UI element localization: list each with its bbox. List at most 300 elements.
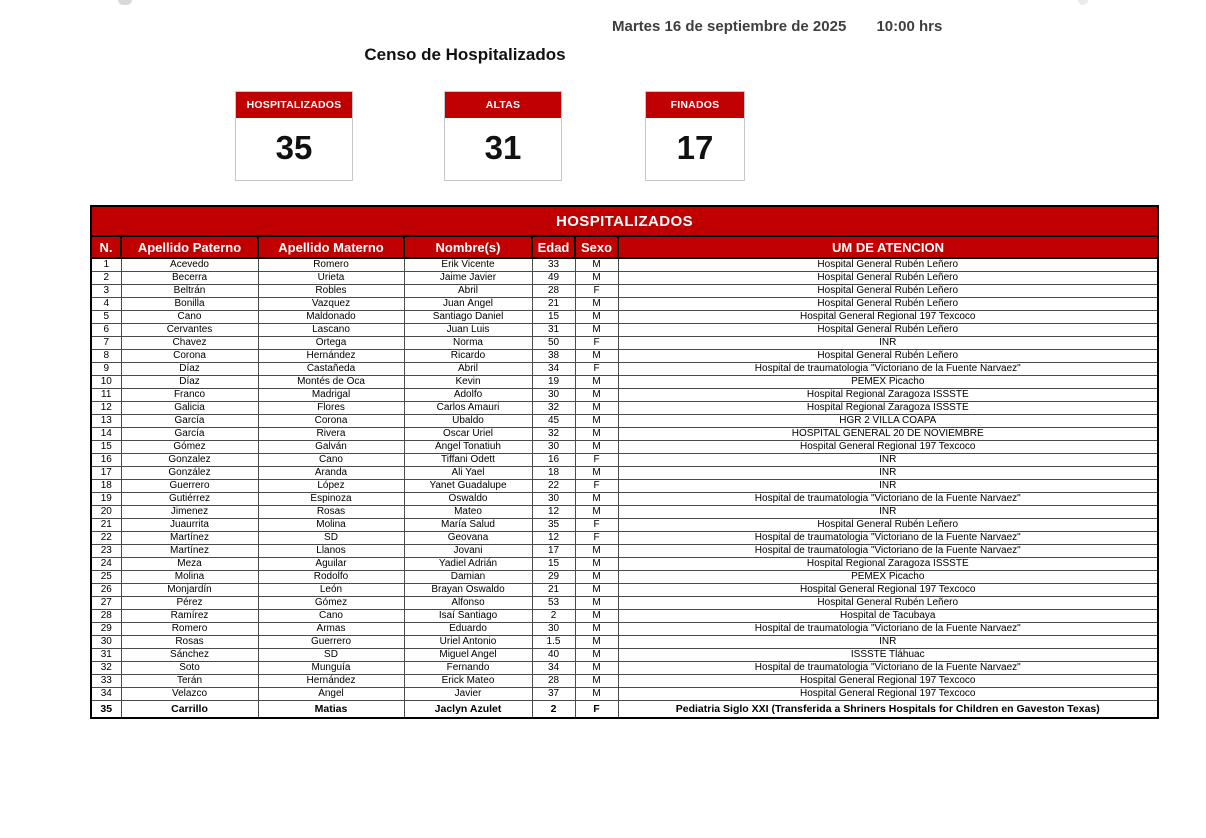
table-row: [91, 675, 1158, 688]
table-row: [91, 701, 1158, 718]
cell-apellido-paterno: Jimenez: [121, 506, 258, 519]
cell-apellido-paterno: Martínez: [121, 545, 258, 558]
cell-apellido-materno: López: [258, 480, 404, 493]
cell-sexo: M: [575, 610, 618, 623]
cell-sexo: M: [575, 584, 618, 597]
cell-edad: 50: [532, 337, 575, 350]
table-row: [91, 636, 1158, 649]
cell-sexo: M: [575, 467, 618, 480]
cell-um-de-atencion: INR: [618, 506, 1158, 519]
cell-apellido-paterno: Ramírez: [121, 610, 258, 623]
cell-nombre: Erick Mateo: [404, 675, 532, 688]
cell-edad: 32: [532, 428, 575, 441]
cell-nombre: Alfonso: [404, 597, 532, 610]
table-row: [91, 584, 1158, 597]
cell-apellido-materno: Galván: [258, 441, 404, 454]
table-row: [91, 506, 1158, 519]
cell-apellido-materno: Montés de Oca: [258, 376, 404, 389]
cell-edad: 2: [532, 610, 575, 623]
cell-apellido-paterno: Corona: [121, 350, 258, 363]
cell-sexo: F: [575, 285, 618, 298]
cell-apellido-paterno: Gonzalez: [121, 454, 258, 467]
cell-apellido-paterno: Meza: [121, 558, 258, 571]
card-hospitalizados-value: 35: [236, 118, 352, 180]
cell-n: 25: [91, 571, 121, 584]
cell-edad: 32: [532, 402, 575, 415]
cell-nombre: Javier: [404, 688, 532, 701]
cell-apellido-materno: Rosas: [258, 506, 404, 519]
cell-n: 22: [91, 532, 121, 545]
cell-sexo: M: [575, 258, 618, 272]
cell-apellido-materno: Guerrero: [258, 636, 404, 649]
census-table: [90, 205, 1159, 719]
cell-edad: 2: [532, 701, 575, 718]
table-row: [91, 467, 1158, 480]
cell-n: 8: [91, 350, 121, 363]
cell-nombre: Isaí Santiago: [404, 610, 532, 623]
cell-n: 16: [91, 454, 121, 467]
cell-um-de-atencion: Hospital General Regional 197 Texcoco: [618, 675, 1158, 688]
cell-apellido-paterno: Romero: [121, 623, 258, 636]
cell-apellido-paterno: Díaz: [121, 363, 258, 376]
cell-sexo: M: [575, 376, 618, 389]
cell-edad: 34: [532, 363, 575, 376]
cell-n: 24: [91, 558, 121, 571]
cell-apellido-materno: Robles: [258, 285, 404, 298]
table-row: [91, 623, 1158, 636]
cell-um-de-atencion: ISSSTE Tláhuac: [618, 649, 1158, 662]
cell-apellido-paterno: Díaz: [121, 376, 258, 389]
cell-apellido-materno: Cano: [258, 610, 404, 623]
cell-apellido-paterno: Gómez: [121, 441, 258, 454]
cell-nombre: Santiago Daniel: [404, 311, 532, 324]
cell-apellido-materno: Romero: [258, 258, 404, 272]
cell-apellido-materno: Aguilar: [258, 558, 404, 571]
cell-um-de-atencion: Hospital de traumatologia "Victoriano de la Fuente Narvaez": [618, 363, 1158, 376]
cell-um-de-atencion: Hospital de traumatologia "Victoriano de la Fuente Narvaez": [618, 662, 1158, 675]
cell-apellido-paterno: Pérez: [121, 597, 258, 610]
cell-edad: 38: [532, 350, 575, 363]
card-finados-value: 17: [646, 118, 744, 180]
cell-apellido-materno: Urieta: [258, 272, 404, 285]
cell-nombre: Oscar Uriel: [404, 428, 532, 441]
cell-nombre: Damian: [404, 571, 532, 584]
cell-nombre: Jaclyn Azulet: [404, 701, 532, 718]
cell-n: 15: [91, 441, 121, 454]
cell-apellido-materno: Espinoza: [258, 493, 404, 506]
cell-apellido-materno: Aranda: [258, 467, 404, 480]
cell-edad: 33: [532, 258, 575, 272]
table-title: HOSPITALIZADOS: [91, 206, 1158, 236]
table-row: [91, 389, 1158, 402]
cell-nombre: Carlos Amauri: [404, 402, 532, 415]
cell-um-de-atencion: HOSPITAL GENERAL 20 DE NOVIEMBRE: [618, 428, 1158, 441]
cell-edad: 15: [532, 558, 575, 571]
col-header-n: N.: [91, 236, 121, 258]
cell-sexo: M: [575, 415, 618, 428]
cell-sexo: F: [575, 532, 618, 545]
cell-um-de-atencion: INR: [618, 337, 1158, 350]
cell-nombre: Ángel Tonatiuh: [404, 441, 532, 454]
cell-sexo: F: [575, 519, 618, 532]
cell-sexo: M: [575, 402, 618, 415]
cell-sexo: M: [575, 662, 618, 675]
cell-edad: 12: [532, 532, 575, 545]
cell-nombre: Brayan Oswaldo: [404, 584, 532, 597]
cell-nombre: Uriel Antonio: [404, 636, 532, 649]
table-row: [91, 258, 1158, 272]
col-header-apellido-paterno: Apellido Paterno: [121, 236, 258, 258]
table-row: [91, 363, 1158, 376]
cell-apellido-paterno: Molina: [121, 571, 258, 584]
cell-edad: 21: [532, 298, 575, 311]
cell-n: 18: [91, 480, 121, 493]
date-text: Martes 16 de septiembre de 2025: [612, 18, 847, 35]
col-header-edad: Edad: [532, 236, 575, 258]
cell-sexo: M: [575, 506, 618, 519]
cell-um-de-atencion: Hospital General Rubén Leñero: [618, 350, 1158, 363]
cell-apellido-paterno: Cano: [121, 311, 258, 324]
cell-n: 10: [91, 376, 121, 389]
cell-apellido-materno: SD: [258, 649, 404, 662]
table-row: [91, 311, 1158, 324]
cell-edad: 30: [532, 623, 575, 636]
table-row: [91, 597, 1158, 610]
cell-nombre: Kevin: [404, 376, 532, 389]
cell-nombre: Ubaldo: [404, 415, 532, 428]
cell-n: 4: [91, 298, 121, 311]
cell-n: 23: [91, 545, 121, 558]
cell-apellido-materno: Cano: [258, 454, 404, 467]
cell-nombre: Miguel Angel: [404, 649, 532, 662]
cell-apellido-materno: Rivera: [258, 428, 404, 441]
cell-apellido-paterno: Becerra: [121, 272, 258, 285]
cell-apellido-paterno: Rosas: [121, 636, 258, 649]
table-row: [91, 285, 1158, 298]
cell-n: 20: [91, 506, 121, 519]
cell-um-de-atencion: PEMEX Picacho: [618, 571, 1158, 584]
cell-sexo: M: [575, 441, 618, 454]
cell-edad: 1.5: [532, 636, 575, 649]
card-finados-label: FINADOS: [646, 92, 744, 118]
cell-nombre: Juan Ángel: [404, 298, 532, 311]
cell-sexo: M: [575, 597, 618, 610]
cell-nombre: Geovana: [404, 532, 532, 545]
table-row: [91, 324, 1158, 337]
cell-um-de-atencion: Hospital General Regional 197 Texcoco: [618, 311, 1158, 324]
cell-edad: 28: [532, 675, 575, 688]
cell-edad: 53: [532, 597, 575, 610]
cell-apellido-paterno: Cervantes: [121, 324, 258, 337]
table-row: [91, 571, 1158, 584]
cell-n: 33: [91, 675, 121, 688]
cell-sexo: M: [575, 350, 618, 363]
cell-um-de-atencion: HGR 2 VILLA COAPA: [618, 415, 1158, 428]
cell-sexo: F: [575, 337, 618, 350]
table-row: [91, 376, 1158, 389]
cell-apellido-paterno: Juaurrita: [121, 519, 258, 532]
cell-sexo: M: [575, 272, 618, 285]
cell-nombre: Ali Yael: [404, 467, 532, 480]
cell-sexo: M: [575, 623, 618, 636]
card-finados: [645, 91, 745, 181]
cell-sexo: M: [575, 649, 618, 662]
table-row: [91, 402, 1158, 415]
cell-apellido-paterno: Terán: [121, 675, 258, 688]
cell-apellido-paterno: Soto: [121, 662, 258, 675]
cell-apellido-paterno: Franco: [121, 389, 258, 402]
cell-apellido-materno: Hernández: [258, 675, 404, 688]
cell-n: 30: [91, 636, 121, 649]
cell-n: 28: [91, 610, 121, 623]
census-table-body: [91, 258, 1158, 718]
cell-n: 3: [91, 285, 121, 298]
cell-sexo: M: [575, 389, 618, 402]
cell-apellido-paterno: Monjardín: [121, 584, 258, 597]
cell-um-de-atencion: Hospital General Rubén Leñero: [618, 272, 1158, 285]
cell-n: 29: [91, 623, 121, 636]
cell-edad: 15: [532, 311, 575, 324]
col-header-um-de-atencion: UM DE ATENCION: [618, 236, 1158, 258]
table-row: [91, 272, 1158, 285]
table-row: [91, 662, 1158, 675]
cell-n: 17: [91, 467, 121, 480]
cell-sexo: M: [575, 545, 618, 558]
cell-sexo: M: [575, 311, 618, 324]
table-row: [91, 545, 1158, 558]
cell-nombre: Mateo: [404, 506, 532, 519]
cell-um-de-atencion: INR: [618, 454, 1158, 467]
cell-sexo: M: [575, 688, 618, 701]
cell-edad: 35: [532, 519, 575, 532]
cell-um-de-atencion: Hospital Regional Zaragoza ISSSTE: [618, 402, 1158, 415]
cell-n: 27: [91, 597, 121, 610]
card-altas-value: 31: [445, 118, 561, 180]
cell-nombre: Juan Luis: [404, 324, 532, 337]
cell-apellido-materno: Castañeda: [258, 363, 404, 376]
cell-um-de-atencion: Hospital Regional Zaragoza ISSSTE: [618, 558, 1158, 571]
cell-um-de-atencion: Hospital General Rubén Leñero: [618, 258, 1158, 272]
table-row: [91, 688, 1158, 701]
col-header-apellido-materno: Apellido Materno: [258, 236, 404, 258]
cell-apellido-paterno: Acevedo: [121, 258, 258, 272]
cell-um-de-atencion: Hospital de traumatologia "Victoriano de la Fuente Narvaez": [618, 545, 1158, 558]
cell-apellido-paterno: Beltrán: [121, 285, 258, 298]
cell-apellido-materno: Vazquez: [258, 298, 404, 311]
cell-sexo: M: [575, 636, 618, 649]
table-row: [91, 532, 1158, 545]
table-row: [91, 493, 1158, 506]
cell-apellido-paterno: Carrillo: [121, 701, 258, 718]
page-title: Censo de Hospitalizados: [364, 45, 566, 64]
cell-nombre: Norma: [404, 337, 532, 350]
cell-sexo: M: [575, 428, 618, 441]
cell-edad: 40: [532, 649, 575, 662]
cell-n: 32: [91, 662, 121, 675]
table-row: [91, 428, 1158, 441]
cell-um-de-atencion: Hospital General Regional 197 Texcoco: [618, 584, 1158, 597]
cell-edad: 30: [532, 389, 575, 402]
cell-sexo: M: [575, 675, 618, 688]
cell-nombre: Jovani: [404, 545, 532, 558]
cell-apellido-materno: Flores: [258, 402, 404, 415]
cutoff-mark-left: [118, 0, 132, 5]
cell-sexo: F: [575, 454, 618, 467]
cell-n: 14: [91, 428, 121, 441]
cell-um-de-atencion: Hospital General Rubén Leñero: [618, 324, 1158, 337]
card-hospitalizados-label: HOSPITALIZADOS: [236, 92, 352, 118]
cell-apellido-paterno: Guerrero: [121, 480, 258, 493]
cell-edad: 30: [532, 441, 575, 454]
cell-nombre: Adolfo: [404, 389, 532, 402]
cell-apellido-paterno: Velazco: [121, 688, 258, 701]
cell-apellido-materno: Llanos: [258, 545, 404, 558]
table-row: [91, 350, 1158, 363]
cell-apellido-materno: Ángel: [258, 688, 404, 701]
cell-apellido-materno: Armas: [258, 623, 404, 636]
table-row: [91, 441, 1158, 454]
cell-um-de-atencion: Pediatria Siglo XXI (Transferida a Shriners Hospitals for Children en Gaveston Texas): [618, 701, 1158, 718]
col-header-sexo: Sexo: [575, 236, 618, 258]
column-header-row: [91, 236, 1158, 258]
cell-um-de-atencion: Hospital General Regional 197 Texcoco: [618, 441, 1158, 454]
cell-apellido-paterno: Gutiérrez: [121, 493, 258, 506]
cell-edad: 18: [532, 467, 575, 480]
cell-sexo: M: [575, 571, 618, 584]
cell-edad: 22: [532, 480, 575, 493]
cell-apellido-materno: León: [258, 584, 404, 597]
cell-n: 2: [91, 272, 121, 285]
cell-edad: 19: [532, 376, 575, 389]
cell-um-de-atencion: INR: [618, 480, 1158, 493]
cell-apellido-materno: SD: [258, 532, 404, 545]
cell-edad: 31: [532, 324, 575, 337]
cell-apellido-materno: Gómez: [258, 597, 404, 610]
table-row: [91, 649, 1158, 662]
table-row: [91, 480, 1158, 493]
cell-nombre: Abril: [404, 363, 532, 376]
cell-apellido-paterno: Galicia: [121, 402, 258, 415]
cell-um-de-atencion: Hospital de Tacubaya: [618, 610, 1158, 623]
cell-apellido-materno: Matias: [258, 701, 404, 718]
cell-sexo: M: [575, 298, 618, 311]
cell-um-de-atencion: Hospital de traumatologia "Victoriano de la Fuente Narvaez": [618, 493, 1158, 506]
table-row: [91, 610, 1158, 623]
cell-apellido-paterno: Sánchez: [121, 649, 258, 662]
cell-apellido-materno: Ortega: [258, 337, 404, 350]
cell-sexo: F: [575, 480, 618, 493]
cell-nombre: Eduardo: [404, 623, 532, 636]
cell-edad: 16: [532, 454, 575, 467]
cell-sexo: M: [575, 324, 618, 337]
cell-um-de-atencion: INR: [618, 467, 1158, 480]
cell-apellido-materno: Lascano: [258, 324, 404, 337]
cell-um-de-atencion: Hospital Regional Zaragoza ISSSTE: [618, 389, 1158, 402]
table-row: [91, 558, 1158, 571]
col-header-nombre: Nombre(s): [404, 236, 532, 258]
cell-um-de-atencion: Hospital General Rubén Leñero: [618, 597, 1158, 610]
cell-n: 35: [91, 701, 121, 718]
cell-nombre: Tiffani Odett: [404, 454, 532, 467]
cell-apellido-paterno: García: [121, 415, 258, 428]
cell-n: 9: [91, 363, 121, 376]
cell-apellido-paterno: González: [121, 467, 258, 480]
table-row: [91, 337, 1158, 350]
cell-n: 5: [91, 311, 121, 324]
cell-um-de-atencion: Hospital General Rubén Leñero: [618, 519, 1158, 532]
cell-edad: 28: [532, 285, 575, 298]
cell-edad: 21: [532, 584, 575, 597]
table-row: [91, 298, 1158, 311]
cell-apellido-paterno: García: [121, 428, 258, 441]
cell-apellido-paterno: Martínez: [121, 532, 258, 545]
cell-um-de-atencion: Hospital General Rubén Leñero: [618, 298, 1158, 311]
cell-nombre: Yanet Guadalupe: [404, 480, 532, 493]
cell-um-de-atencion: Hospital General Regional 197 Texcoco: [618, 688, 1158, 701]
cell-edad: 45: [532, 415, 575, 428]
cell-sexo: F: [575, 363, 618, 376]
cell-edad: 34: [532, 662, 575, 675]
card-altas-label: ALTAS: [445, 92, 561, 118]
cell-edad: 29: [532, 571, 575, 584]
card-altas: [444, 91, 562, 181]
cell-um-de-atencion: PEMEX Picacho: [618, 376, 1158, 389]
cell-apellido-paterno: Chavez: [121, 337, 258, 350]
cell-sexo: M: [575, 493, 618, 506]
cell-edad: 12: [532, 506, 575, 519]
cell-nombre: Erik Vicente: [404, 258, 532, 272]
cell-nombre: María Salud: [404, 519, 532, 532]
cell-apellido-materno: Madrigal: [258, 389, 404, 402]
cell-sexo: F: [575, 701, 618, 718]
cell-n: 11: [91, 389, 121, 402]
cell-edad: 49: [532, 272, 575, 285]
cell-apellido-materno: Hernández: [258, 350, 404, 363]
cell-nombre: Yadiel Adrián: [404, 558, 532, 571]
cell-n: 21: [91, 519, 121, 532]
cell-n: 26: [91, 584, 121, 597]
cell-apellido-materno: Maldonado: [258, 311, 404, 324]
cell-apellido-materno: Munguía: [258, 662, 404, 675]
cell-edad: 30: [532, 493, 575, 506]
cell-apellido-paterno: Bonilla: [121, 298, 258, 311]
cell-nombre: Ricardo: [404, 350, 532, 363]
table-row: [91, 519, 1158, 532]
cell-apellido-materno: Corona: [258, 415, 404, 428]
table-row: [91, 415, 1158, 428]
cell-n: 6: [91, 324, 121, 337]
cell-nombre: Fernando: [404, 662, 532, 675]
cell-edad: 17: [532, 545, 575, 558]
table-row: [91, 454, 1158, 467]
cutoff-mark-right: [1078, 0, 1088, 5]
cell-n: 19: [91, 493, 121, 506]
date-line: [612, 18, 942, 35]
card-hospitalizados: [235, 91, 353, 181]
cell-n: 7: [91, 337, 121, 350]
cell-n: 12: [91, 402, 121, 415]
cell-apellido-materno: Molina: [258, 519, 404, 532]
cell-n: 13: [91, 415, 121, 428]
cell-n: 31: [91, 649, 121, 662]
time-text: 10:00 hrs: [876, 18, 943, 35]
cell-n: 34: [91, 688, 121, 701]
cell-edad: 37: [532, 688, 575, 701]
cell-nombre: Jaime Javier: [404, 272, 532, 285]
cell-sexo: M: [575, 558, 618, 571]
cell-nombre: Abril: [404, 285, 532, 298]
cell-apellido-materno: Rodolfo: [258, 571, 404, 584]
